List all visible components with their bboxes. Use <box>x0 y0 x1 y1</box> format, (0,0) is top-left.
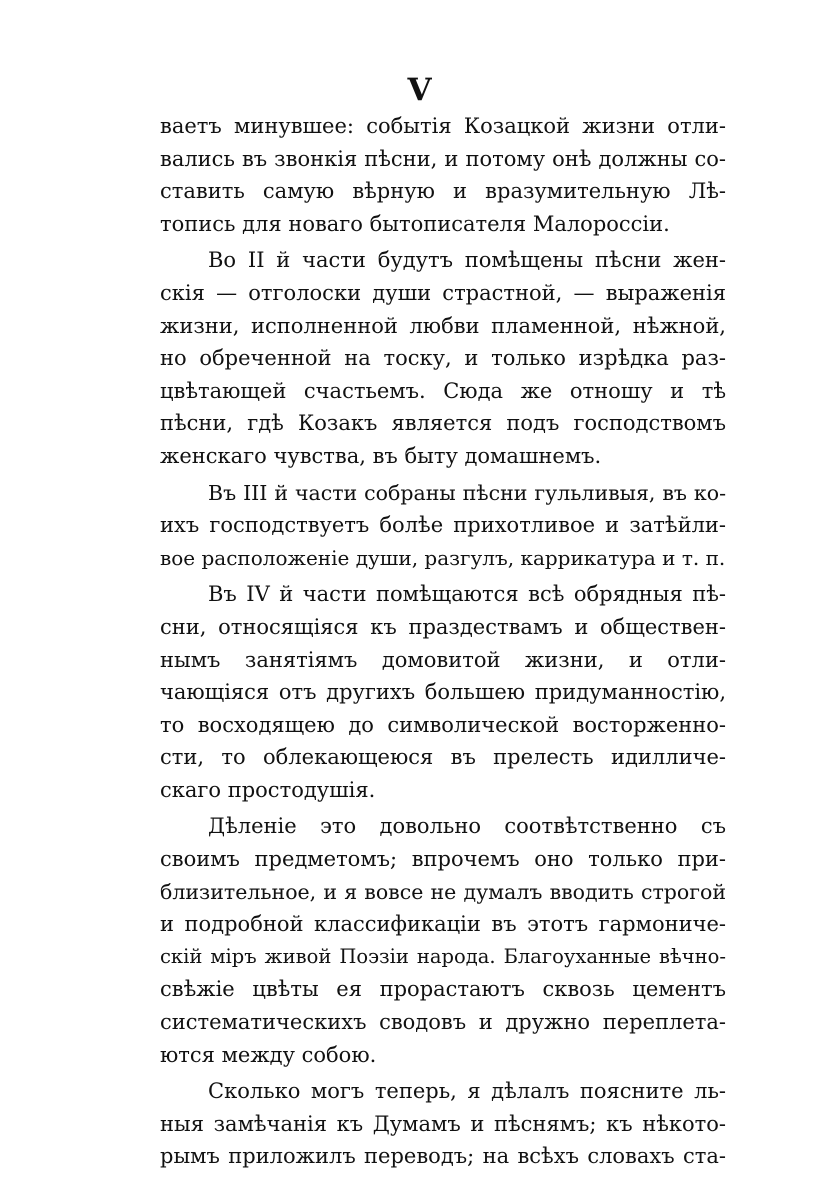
text-line: нымъ занятіямъ домовитой жизни, и отли- <box>160 647 726 672</box>
text-line: вое расположеніе души, разгулъ, каррикатура и т. п. <box>160 545 726 570</box>
text-line: женскаго чувства, въ быту домашнемъ. <box>160 443 602 468</box>
text-line: скаго простодушія. <box>160 777 376 802</box>
text-line: ваетъ минувшее: событія Козацкой жизни отли- <box>160 114 726 138</box>
page-number: V <box>407 72 433 108</box>
text-line: скій міръ живой Поэзіи народа. Благоуханные вѣчно- <box>160 944 726 968</box>
text-line: Въ IV й части помѣщаются всѣ обрядныя пѣ- <box>208 582 726 607</box>
text-line: то восходящею до символической восторженно- <box>160 712 726 737</box>
text-line: Дѣленіе это довольно соотвѣтственно съ <box>208 814 726 839</box>
text-line: скія — отголоски души страстной, — выраженія <box>160 280 726 305</box>
text-line: пѣсни, гдѣ Козакъ является подъ господствомъ <box>160 411 726 436</box>
text-line: сти, то облекающеюся въ прелесть идилличе- <box>160 745 726 770</box>
text-line: сни, относящіяся къ праздествамъ и обществен- <box>160 614 726 639</box>
text-line: и подробной классификаціи въ этотъ гармониче- <box>160 912 726 937</box>
text-line: свѣжіе цвѣты ея прорастаютъ сквозь цементъ <box>160 977 726 1002</box>
text-line: ставить самую вѣрную и вразумительную Лѣ- <box>160 179 726 204</box>
text-line: ются между собою. <box>160 1042 377 1067</box>
text-line: систематическихъ сводовъ и дружно переплета- <box>160 1010 726 1035</box>
text-line: чающіяся отъ другихъ большею придуманностію, <box>160 680 726 705</box>
text-line: цвѣтающей счастьемъ. Сюда же отношу и тѣ <box>160 378 726 403</box>
text-line: Въ III й части собраны пѣсни гульливыя, въ ко- <box>208 480 726 505</box>
text-line: ныя замѣчанія къ Думамъ и пѣснямъ; къ нѣкото- <box>160 1111 726 1136</box>
body-text <box>160 110 726 1173</box>
text-line: рымъ приложилъ переводъ; на всѣхъ словахъ ста- <box>160 1144 726 1169</box>
text-line: ихъ господствуетъ болѣе прихотливое и затѣйли- <box>160 513 726 538</box>
text-line: своимъ предметомъ; впрочемъ оно только при- <box>160 847 726 872</box>
text-line: Сколько могъ теперь, я дѣлалъ поясните ль- <box>208 1079 726 1104</box>
text-line: Во II й части будутъ помѣщены пѣсни жен- <box>208 248 726 273</box>
text-line: вались въ звонкія пѣсни, и потому онѣ должны со- <box>160 146 726 171</box>
text-line: но обреченной на тоску, и только изрѣдка раз- <box>160 346 726 371</box>
text-line: топись для новаго бытописателя Малороссіи. <box>160 211 670 236</box>
text-line: жизни, исполненной любви пламенной, нѣжной, <box>160 313 726 338</box>
text-line: близительное, и я вовсе не думалъ вводить строгой <box>160 879 726 904</box>
